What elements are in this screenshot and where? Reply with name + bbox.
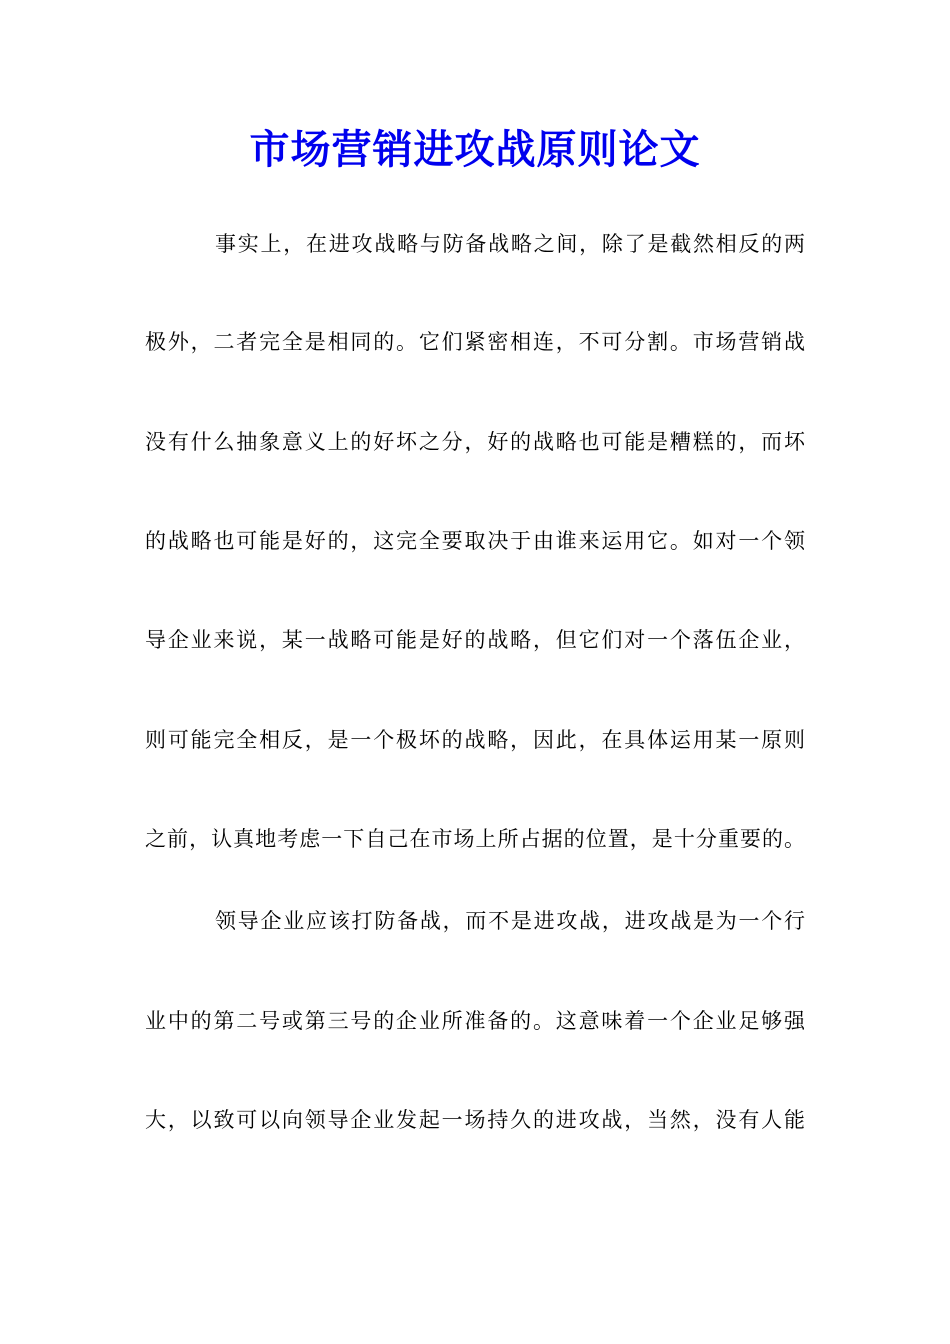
paragraph-line: 则可能完全相反，是一个极坏的战略，因此，在具体运用某一原则 xyxy=(145,728,805,752)
document-title: 市场营销进攻战原则论文 xyxy=(249,126,701,173)
paragraph-line: 事实上，在进攻战略与防备战略之间，除了是截然相反的两 xyxy=(215,232,805,256)
paragraph-line: 大，以致可以向领导企业发起一场持久的进攻战，当然，没有人能 xyxy=(145,1108,805,1132)
paragraph-line: 极外，二者完全是相同的。它们紧密相连，不可分割。市场营销战 xyxy=(145,330,805,354)
paragraph-line: 之前，认真地考虑一下自己在市场上所占据的位置，是十分重要的。 xyxy=(145,827,805,851)
paragraph-line: 业中的第二号或第三号的企业所准备的。这意味着一个企业足够强 xyxy=(145,1009,805,1033)
paragraph-line: 的战略也可能是好的，这完全要取决于由谁来运用它。如对一个领 xyxy=(145,529,805,553)
paragraph-line: 没有什么抽象意义上的好坏之分，好的战略也可能是糟糕的，而坏 xyxy=(145,430,805,454)
paragraph-line: 领导企业应该打防备战，而不是进攻战，进攻战是为一个行 xyxy=(215,909,805,933)
paragraph-line: 导企业来说，某一战略可能是好的战略，但它们对一个落伍企业， xyxy=(145,628,805,652)
